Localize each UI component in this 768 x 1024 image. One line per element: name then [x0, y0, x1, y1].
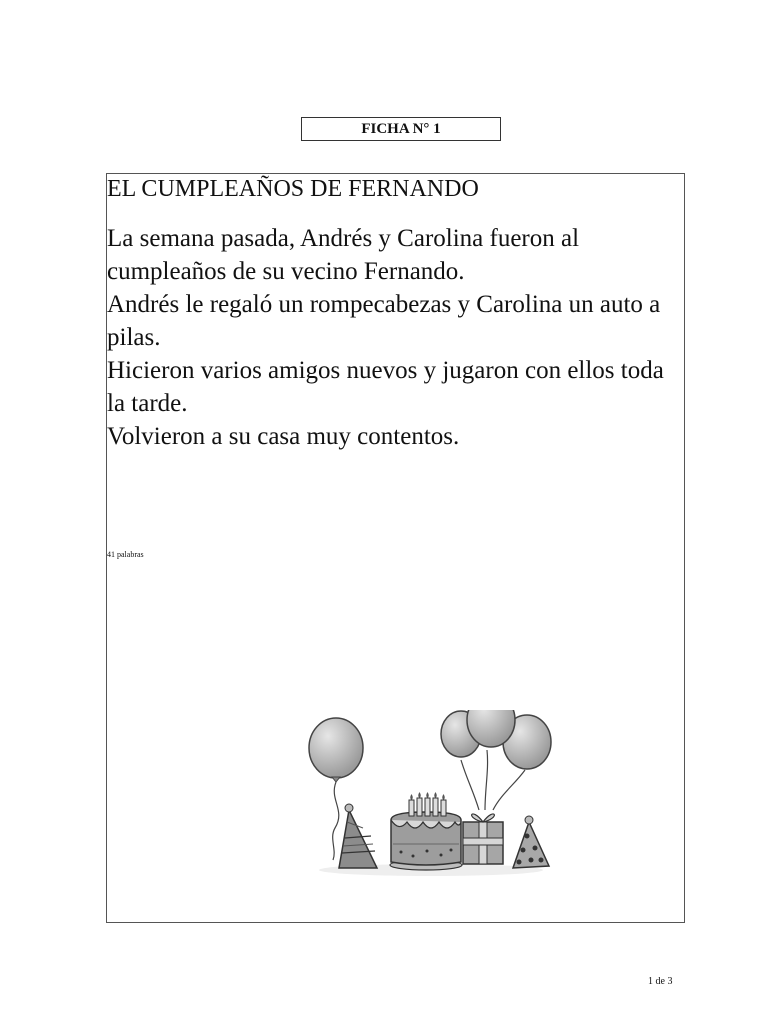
party-hat-icon: [339, 804, 377, 868]
ficha-label: [301, 117, 501, 141]
party-hat-icon: [513, 816, 549, 868]
gift-icon: [463, 814, 503, 864]
story-title: EL CUMPLEAÑOS DE FERNANDO: [107, 176, 479, 202]
balloons-icon: [441, 710, 551, 810]
ficha-label-text: FICHA N° 1: [361, 120, 441, 137]
page-number: 1 de 3: [648, 976, 673, 987]
word-count: 41 palabras: [107, 550, 144, 559]
story-body: [107, 222, 683, 453]
story-frame: [106, 173, 685, 923]
story-paragraph: Volvieron a su casa muy contentos.: [107, 423, 460, 450]
story-paragraph: La semana pasada, Andrés y Carolina fueron al cumpleaños de su vecino Fernando.: [107, 225, 580, 285]
birthday-party-icon: [301, 710, 561, 882]
cake-icon: [390, 792, 462, 870]
story-paragraph: Andrés le regaló un rompecabezas y Carolina un auto a pilas.: [107, 291, 661, 351]
story-paragraph: Hicieron varios amigos nuevos y jugaron con ellos toda la tarde.: [107, 357, 664, 417]
